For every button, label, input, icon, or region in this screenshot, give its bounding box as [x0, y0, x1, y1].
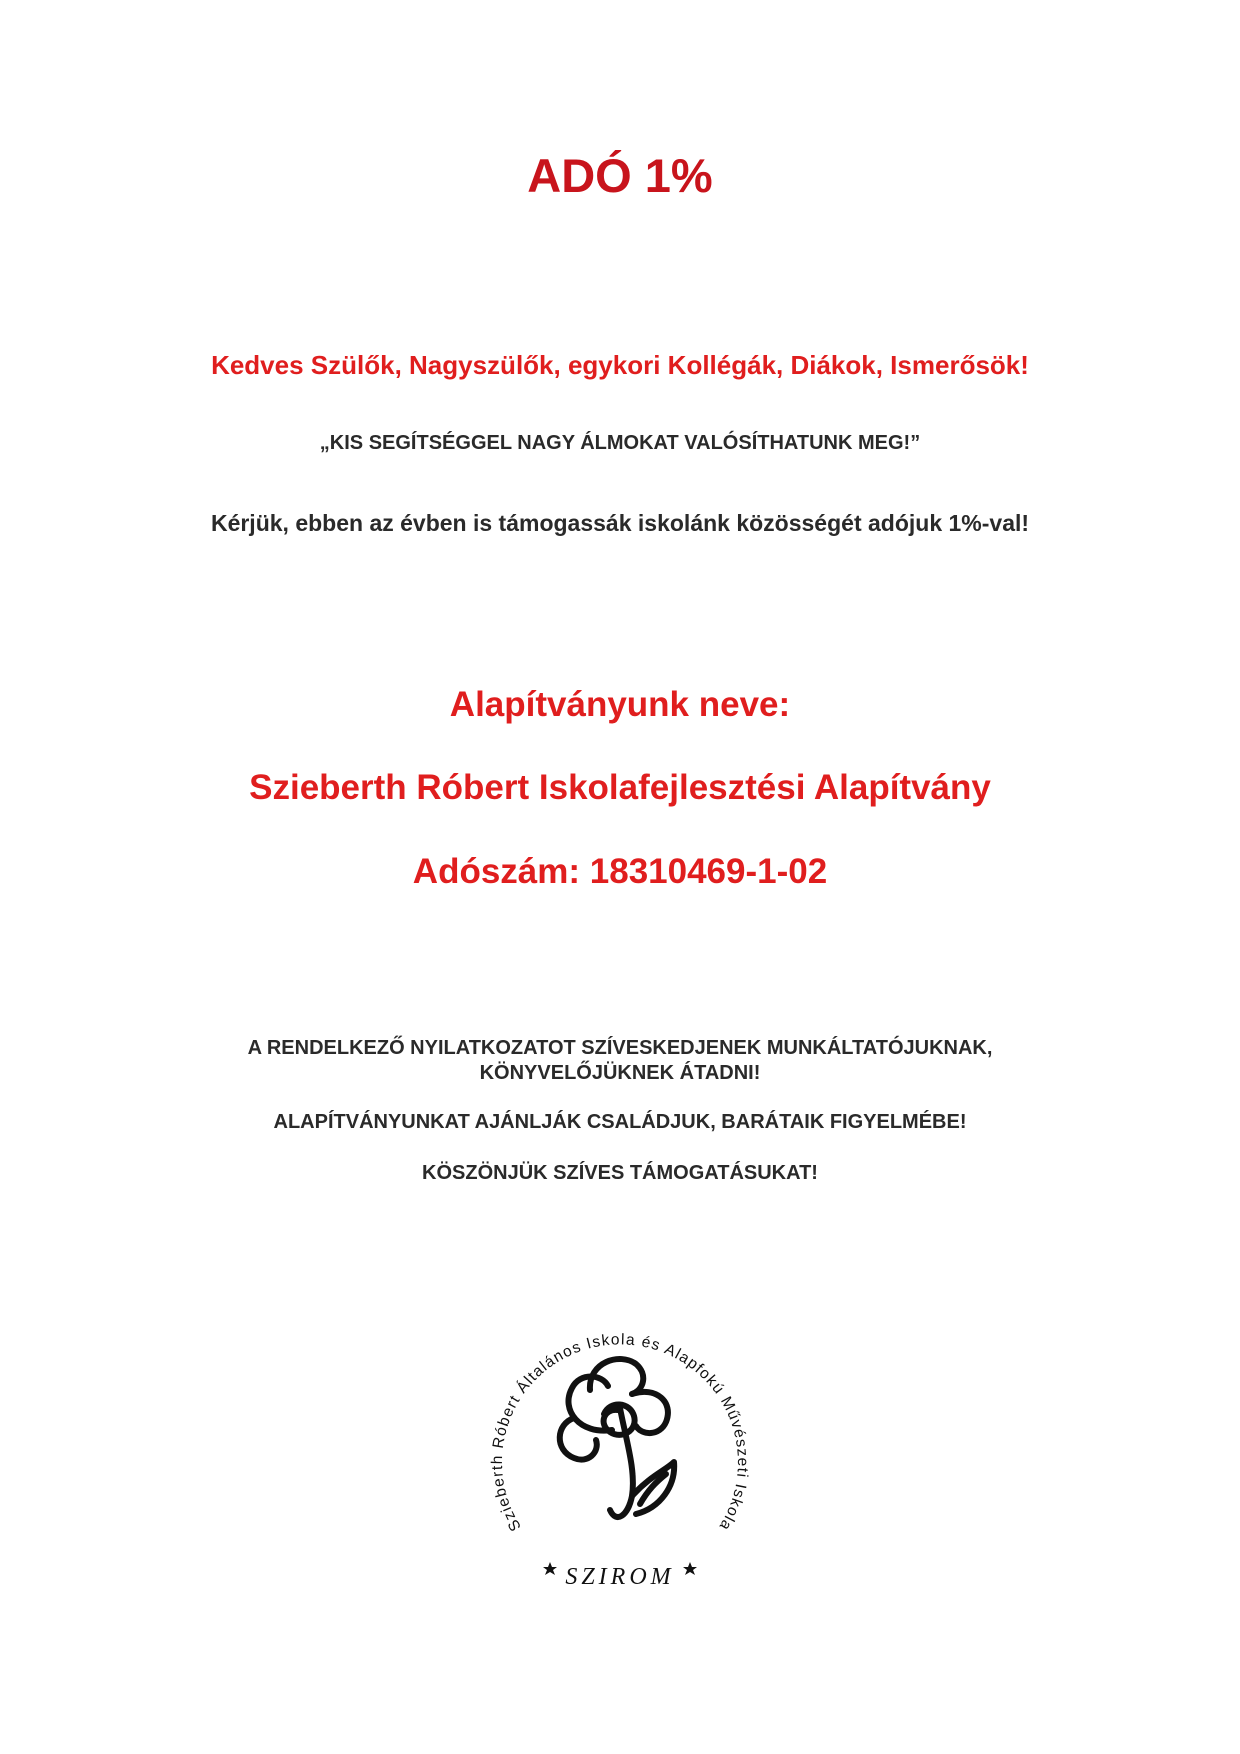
slogan-text: „KIS SEGÍTSÉGGEL NAGY ÁLMOKAT VALÓSÍTHATUNK MEG!” [319, 432, 921, 454]
foundation-label: Alapítványunk neve: [449, 685, 791, 724]
logo-bottom-text: SZIROM [565, 1564, 675, 1590]
notice-line-4: KÖSZÖNJÜK SZÍVES TÁMOGATÁSUKAT! [422, 1162, 818, 1184]
notice-line-2: KÖNYVELŐJÜKNEK ÁTADNI! [479, 1062, 761, 1084]
page-title: ADÓ 1% [527, 149, 713, 202]
flower-clef-icon [560, 1359, 674, 1517]
notice-line-1: A RENDELKEZŐ NYILATKOZATOT SZÍVESKEDJENEK MUNKÁLTATÓJUKNAK, [247, 1037, 993, 1059]
school-logo-seal [470, 1290, 770, 1590]
star-icon [543, 1562, 557, 1575]
request-text: Kérjük, ebben az évben is támogassák iskolánk közösségét adójuk 1%-val! [210, 510, 1030, 536]
logo-ring-text: Szieberth Róbert Általános Iskola és Alapfokú Művészeti Iskola [488, 1331, 752, 1534]
greeting-text: Kedves Szülők, Nagyszülők, egykori Kollégák, Diákok, Ismerősök! [211, 350, 1029, 380]
star-icon [683, 1562, 697, 1575]
notice-line-3: ALAPÍTVÁNYUNKAT AJÁNLJÁK CSALÁDJUK, BARÁTAIK FIGYELMÉBE! [273, 1111, 967, 1133]
foundation-name: Szieberth Róbert Iskolafejlesztési Alapítvány [249, 768, 991, 807]
tax-number: Adószám: 18310469-1-02 [412, 852, 828, 891]
